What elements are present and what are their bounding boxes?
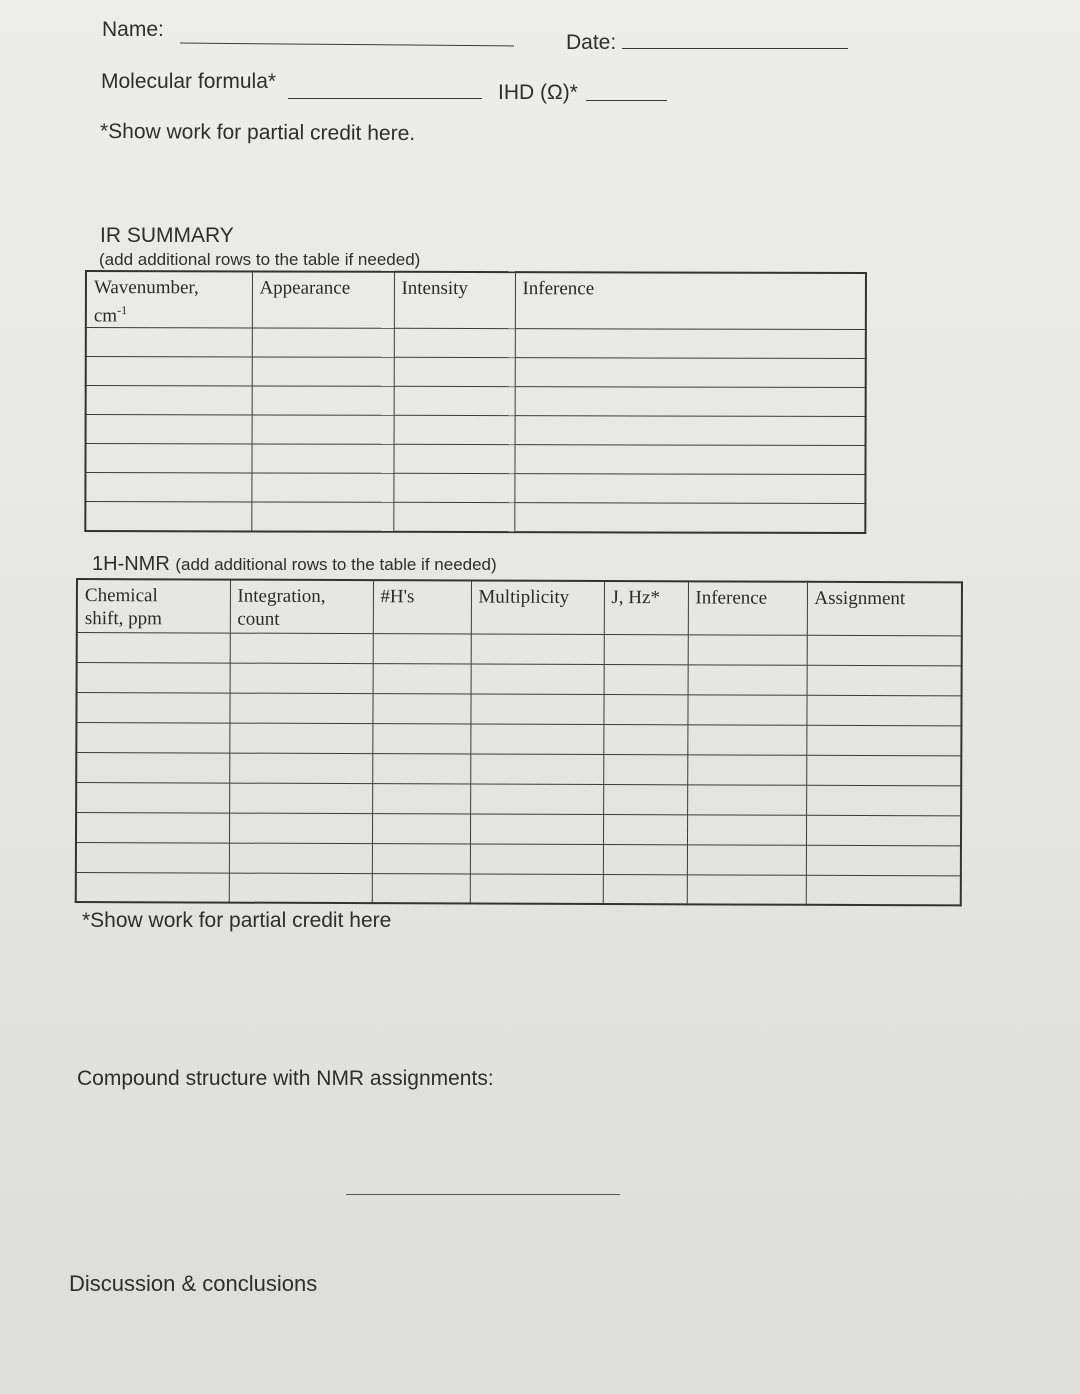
table-cell[interactable] xyxy=(603,874,687,904)
ir-col-wavenumber xyxy=(86,271,252,328)
table-cell[interactable] xyxy=(229,753,372,784)
ir-col-wavenumber-unit: cm xyxy=(93,305,118,327)
table-cell[interactable] xyxy=(604,634,688,664)
table-row xyxy=(86,415,866,446)
table-cell[interactable] xyxy=(76,872,229,903)
table-cell[interactable] xyxy=(251,444,393,473)
ir-col-wavenumber-label: Wavenumber, xyxy=(93,277,199,299)
table-cell[interactable] xyxy=(393,503,514,532)
table-cell[interactable] xyxy=(373,663,471,693)
ir-col-wavenumber-exponent: -1 xyxy=(117,303,128,318)
molecular-formula-blank[interactable] xyxy=(288,98,482,99)
nmr-col-integration-line1: Integration, xyxy=(237,585,326,607)
table-cell[interactable] xyxy=(687,694,806,724)
table-row xyxy=(85,502,865,533)
nmr-col-inference: Inference xyxy=(688,581,807,634)
table-cell[interactable] xyxy=(229,873,372,904)
table-row xyxy=(76,722,961,755)
ihd-blank[interactable] xyxy=(586,100,667,101)
table-row xyxy=(86,328,866,359)
table-row xyxy=(76,692,961,725)
table-cell[interactable] xyxy=(470,784,603,815)
nmr-col-integration xyxy=(230,580,373,634)
table-cell[interactable] xyxy=(85,502,251,531)
table-cell[interactable] xyxy=(229,693,372,724)
table-cell[interactable] xyxy=(230,633,373,664)
table-cell[interactable] xyxy=(687,784,806,814)
table-cell[interactable] xyxy=(806,725,961,756)
table-cell[interactable] xyxy=(470,694,603,725)
table-cell[interactable] xyxy=(76,752,229,783)
table-cell[interactable] xyxy=(470,724,603,755)
ihd-label: IHD (Ω)* xyxy=(498,81,578,104)
table-row xyxy=(86,357,866,388)
table-cell[interactable] xyxy=(687,754,806,784)
table-row xyxy=(76,842,961,875)
table-cell[interactable] xyxy=(373,633,471,663)
table-cell[interactable] xyxy=(688,664,807,694)
table-row xyxy=(76,752,961,785)
table-cell[interactable] xyxy=(604,664,688,694)
table-cell[interactable] xyxy=(251,473,393,502)
table-row xyxy=(85,473,865,504)
nmr-partial-credit-note: *Show work for partial credit here xyxy=(82,909,392,932)
table-cell[interactable] xyxy=(77,662,230,693)
table-cell[interactable] xyxy=(806,815,961,846)
table-cell[interactable] xyxy=(471,634,604,665)
table-cell[interactable] xyxy=(86,357,252,386)
table-cell[interactable] xyxy=(688,634,807,664)
nmr-col-chemical-shift-line1: Chemical xyxy=(84,585,158,607)
table-cell[interactable] xyxy=(603,754,687,784)
partial-credit-note: *Show work for partial credit here. xyxy=(99,119,416,146)
table-cell[interactable] xyxy=(76,842,229,873)
table-cell[interactable] xyxy=(229,813,372,844)
table-cell[interactable] xyxy=(372,693,470,723)
table-cell[interactable] xyxy=(470,754,603,785)
nmr-subtitle: (add additional rows to the table if needed) xyxy=(175,555,497,574)
ir-summary-subtitle: (add additional rows to the table if needed) xyxy=(99,250,421,269)
table-cell[interactable] xyxy=(515,416,866,446)
nmr-col-chemical-shift-line2: shift, ppm xyxy=(84,608,162,630)
date-blank[interactable] xyxy=(622,48,848,49)
table-cell[interactable] xyxy=(514,474,865,504)
table-cell[interactable] xyxy=(603,724,687,754)
nmr-col-chemical-shift xyxy=(77,579,230,633)
table-cell[interactable] xyxy=(229,723,372,754)
ir-col-inference: Inference xyxy=(515,272,866,330)
table-cell[interactable] xyxy=(687,814,806,844)
table-cell[interactable] xyxy=(807,665,962,696)
table-cell[interactable] xyxy=(394,329,515,358)
table-cell[interactable] xyxy=(470,874,603,905)
name-label: Name: xyxy=(102,18,164,41)
compound-structure-label: Compound structure with NMR assignments: xyxy=(77,1067,494,1090)
structure-blank-line[interactable] xyxy=(346,1194,620,1195)
table-cell[interactable] xyxy=(76,692,229,723)
table-cell[interactable] xyxy=(252,328,394,357)
table-cell[interactable] xyxy=(372,843,470,873)
table-cell[interactable] xyxy=(514,445,865,475)
table-cell[interactable] xyxy=(687,874,806,904)
table-cell[interactable] xyxy=(372,783,470,813)
table-cell[interactable] xyxy=(603,694,687,724)
nmr-table xyxy=(75,578,963,906)
table-cell[interactable] xyxy=(806,695,961,726)
table-cell[interactable] xyxy=(86,415,252,444)
table-cell[interactable] xyxy=(229,843,372,874)
table-cell[interactable] xyxy=(252,415,394,444)
table-cell[interactable] xyxy=(76,722,229,753)
table-row xyxy=(77,632,962,665)
table-cell[interactable] xyxy=(515,358,866,388)
table-cell[interactable] xyxy=(372,723,470,753)
table-cell[interactable] xyxy=(603,844,687,874)
table-cell[interactable] xyxy=(687,724,806,754)
table-row xyxy=(76,812,961,845)
table-cell[interactable] xyxy=(251,502,393,531)
table-cell[interactable] xyxy=(85,444,251,473)
ir-col-intensity: Intensity xyxy=(394,272,515,329)
nmr-title-text: 1H-NMR xyxy=(92,553,170,575)
table-row xyxy=(85,444,865,475)
table-cell[interactable] xyxy=(603,814,687,844)
table-cell[interactable] xyxy=(515,387,866,417)
table-row xyxy=(76,782,961,815)
ir-summary-table xyxy=(84,270,867,534)
table-cell[interactable] xyxy=(471,664,604,695)
table-cell[interactable] xyxy=(806,845,961,876)
table-cell[interactable] xyxy=(394,358,515,387)
table-cell[interactable] xyxy=(86,386,252,415)
table-cell[interactable] xyxy=(372,813,470,843)
table-row xyxy=(86,386,866,417)
nmr-col-coupling: J, Hz* xyxy=(604,581,688,634)
molecular-formula-label: Molecular formula* xyxy=(101,70,277,93)
table-cell[interactable] xyxy=(470,814,603,845)
table-cell[interactable] xyxy=(252,386,394,415)
table-cell[interactable] xyxy=(393,445,514,474)
table-cell[interactable] xyxy=(515,329,866,359)
nmr-col-multiplicity: Multiplicity xyxy=(471,581,604,635)
table-cell[interactable] xyxy=(252,357,394,386)
table-cell[interactable] xyxy=(393,474,514,503)
table-cell[interactable] xyxy=(806,755,961,786)
table-cell[interactable] xyxy=(77,632,230,663)
date-label: Date: xyxy=(566,31,617,54)
table-cell[interactable] xyxy=(372,873,470,903)
ir-summary-title: IR SUMMARY xyxy=(100,224,234,247)
nmr-col-assignment: Assignment xyxy=(807,582,962,636)
table-cell[interactable] xyxy=(372,753,470,783)
table-cell[interactable] xyxy=(687,844,806,874)
table-cell[interactable] xyxy=(806,875,961,906)
nmr-col-integration-line2: count xyxy=(237,608,280,630)
table-cell[interactable] xyxy=(807,635,962,666)
table-cell[interactable] xyxy=(76,782,229,813)
table-cell[interactable] xyxy=(603,784,687,814)
table-cell[interactable] xyxy=(470,844,603,875)
discussion-conclusions-label: Discussion & conclusions xyxy=(69,1271,318,1296)
nmr-col-hydrogens: #H's xyxy=(373,580,471,633)
table-cell[interactable] xyxy=(514,503,865,533)
ir-col-appearance: Appearance xyxy=(252,271,394,328)
table-cell[interactable] xyxy=(394,387,515,416)
table-cell[interactable] xyxy=(394,416,515,445)
table-cell[interactable] xyxy=(85,473,251,502)
nmr-title xyxy=(92,553,497,576)
table-row xyxy=(77,662,962,695)
name-blank[interactable] xyxy=(180,43,514,47)
table-cell[interactable] xyxy=(229,783,372,814)
table-cell[interactable] xyxy=(86,328,252,357)
table-cell[interactable] xyxy=(806,785,961,816)
table-cell[interactable] xyxy=(230,663,373,694)
table-cell[interactable] xyxy=(76,812,229,843)
table-row xyxy=(76,872,961,905)
